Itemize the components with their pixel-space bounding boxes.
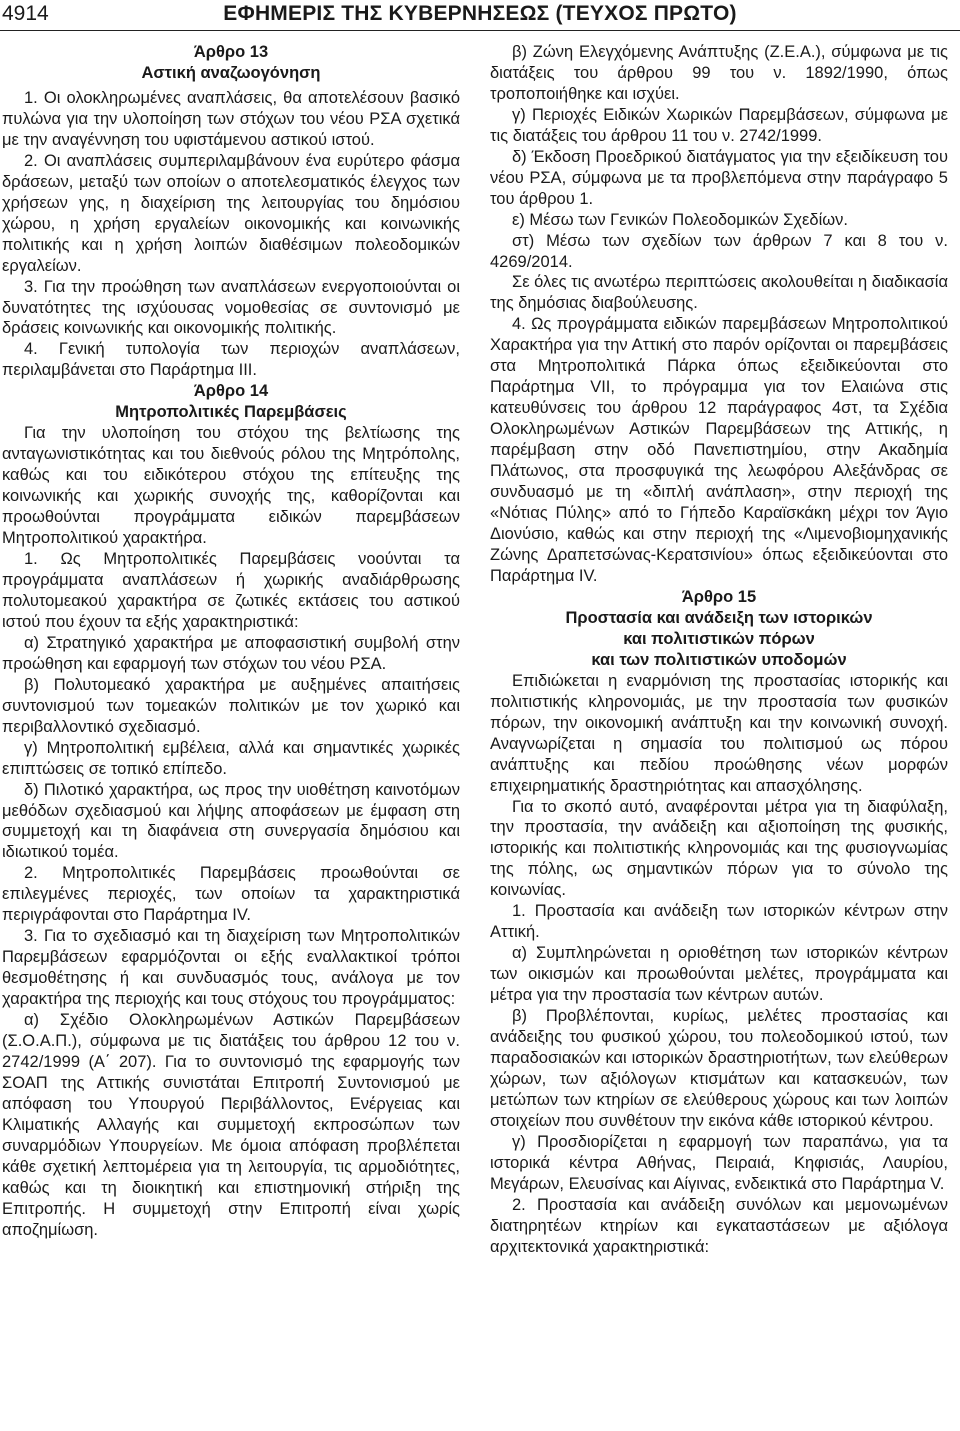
paragraph: Σε όλες τις ανωτέρω περιπτώσεις ακολουθείται η διαδικασία της δημόσιας διαβούλευσης. (490, 273, 949, 313)
paragraph: α) Σχέδιο Ολοκληρωμένων Αστικών Παρεμβάσεων (Σ.Ο.Α.Π.), σύμφωνα με τις διατάξεις του άρθρου 12 του ν. 2742/1999 (Α΄ 207). Για το συντονισμό της εφαρμογής των ΣΟΑΠ της Αττικής συνιστάται Επιτροπή Συντονισμού με απόφαση του Υπουργού Περιβάλλοντος, Ενέργειας και Κλιματικής Αλλαγής και συμμετοχή εκπροσώπων των συναρμόδιων Υπουργείων. Με όμοια απόφαση προβλέπεται κάθε σχετική λεπτομέρεια για τη λειτουργία, τις αρμοδιότητες, καθώς και τη διοικητική και επιστημονική στήριξη της Επιτροπής. Η συμμετοχή στην Επιτροπή είναι χωρίς αποζημίωση. (2, 1011, 460, 1239)
article-15-title-line: και των πολιτιστικών υποδομών (591, 650, 847, 669)
paragraph: 1. Προστασία και ανάδειξη των ιστορικών κέντρων στην Αττική. (490, 902, 948, 942)
paragraph: Για το σκοπό αυτό, αναφέρονται μέτρα για τη διαφύλαξη, την προστασία, την ανάδειξη και αξιοποίηση της φυσικής, ιστορικής και πολιτιστικής κληρονομιάς και της φυσιογνωμίας της πόλης, ως σημαντικών πόρων για το σύνολο της κοινωνίας. (490, 797, 948, 900)
paragraph: 1. Ως Μητροπολιτικές Παρεμβάσεις νοούνται τα προγράμματα αναπλάσεων ή χωρικής αναδιάρθρωσης πολυτομεακού χαρακτήρα σε ζωτικές εκτάσεις του αστικού ιστού που έχουν τα εξής χαρακτηριστικά: (2, 550, 460, 631)
paragraph: γ) Περιοχές Ειδικών Χωρικών Παρεμβάσεων, σύμφωνα με τις διατάξεις του άρθρου 11 του ν. 2742/1999. (490, 105, 948, 145)
paragraph: β) Προβλέπονται, κυρίως, μελέτες προστασίας και ανάδειξης του φυσικού χώρου, του πολεοδομικού ιστού, των παραδοσιακών και ιστορικών δραστηριοτήτων, των ελεύθερων χώρων, των αξιόλογων κτισμάτων και κατασκευών, των μετώπων των κτηρίων σε ελεύθερους χώρους και των λοιπών στοιχείων που συνθέτουν την εικόνα κάθε ιστορικού κέντρου. (490, 1007, 948, 1130)
paragraph: ε) Μέσω των Γενικών Πολεοδομικών Σχεδίων. (512, 210, 848, 229)
paragraph: Για την υλοποίηση του στόχου της βελτίωσης της ανταγωνιστικότητας και του διεθνούς ρόλου της Μητρόπολης, καθώς και του ειδικότερου στόχου της επίτευξης της κοινωνικής και χωρικής συνοχής της, καθορίζονται και προωθούνται προγράμματα ειδικών παρεμβάσεων Μητροπολιτικού χαρακτήρα. (2, 424, 460, 548)
right-column (490, 42, 948, 1257)
paragraph: α) Συμπληρώνεται η οριοθέτηση των ιστορικών κέντρων των οικισμών και προωθούνται μελέτες, προγράμματα και μέτρα για την προστασία των κέντρων αυτών. (490, 944, 948, 1005)
paragraph: 3. Για το σχεδιασμό και τη διαχείριση των Μητροπολιτικών Παρεμβάσεων εφαρμόζονται οι εξής εναλλακτικοί τρόποι θεσμοθέτησης ή και συνδυασμός τους, ανάλογα με τον χαρακτήρα της περιοχής και τους στόχους του προγράμματος: (2, 927, 460, 1009)
paragraph: Επιδιώκεται η εναρμόνιση της προστασίας ιστορικής και πολιτιστικής κληρονομιάς, με την προστασία των φυσικών πόρων, την οικονομική ανάπτυξη και την κοινωνική συνοχή. Αναγνωρίζεται η σημασία του πολιτισμού ως πόρου ανάπτυξης και πεδίου προώθησης νέων μορφών επιχειρηματικής δραστηριότητας και απασχόλησης. (490, 671, 948, 795)
paragraph: 4. Ως προγράμματα ειδικών παρεμβάσεων Μητροπολιτικού Χαρακτήρα για την Αττική στο παρόν ορίζονται οι παρεμβάσεις στα Μητροπολιτικά Πάρκα όπως εξειδικεύονται στο Παράρτημα VII, το πρόγραμμα για τον Ελαιώνα στις κατευθύνσεις του άρθρου 12 παράγραφος 4στ, τα Σχέδια Ολοκληρωμένων Αστικών Παρεμβάσεων της Αττικής, η παρέμβαση στην οδό Πανεπιστημίου, στην Ακαδημία Πλάτωνος, στα προσφυγικά της λεωφόρου Αλεξάνδρας σε συνδυασμό με τη «διπλή ανάπλαση», στην περιοχή της «Νότιας Πύλης» από το Γήπεδο Καραϊσκάκη μέχρι τον Άγιο Διονύσιο, καθώς και στην περιοχή της «Λιμενοβιομηχανικής Ζώνης Δραπετσώνας-Κερατσινίου» όπως εξειδικεύονται στο Παράρτημα IV. (490, 315, 948, 585)
article-15-title-line: και πολιτιστικών πόρων (623, 629, 815, 648)
paragraph: δ) Πιλοτικό χαρακτήρα, ως προς την υιοθέτηση καινοτόμων μεθόδων σχεδιασμού και λήψης αποφάσεων με έμφαση στη συμμετοχή και τη διαφάνεια στη συνεργασία δημόσιου και ιδιωτικού τομέα. (2, 780, 460, 862)
paragraph: 4. Γενική τυπολογία των περιοχών αναπλάσεων, περιλαμβάνεται στο Παράρτημα ΙΙΙ. (2, 340, 460, 380)
paragraph: γ) Μητροπολιτική εμβέλεια, αλλά και σημαντικές χωρικές επιπτώσεις σε τοπικό επίπεδο. (2, 738, 460, 778)
paragraph: β) Πολυτομεακό χαρακτήρα με αυξημένες απαιτήσεις συντονισμού των τομεακών πολιτικών με τον χωρικό και περιβαλλοντικό σχεδιασμό. (2, 675, 460, 736)
paragraph: β) Ζώνη Ελεγχόμενης Ανάπτυξης (Ζ.Ε.Α.), σύμφωνα με τις διατάξεις του άρθρου 99 του ν. 1892/1990, όπως τροποποιήθηκε και ισχύει. (490, 43, 948, 103)
article-14-number: Άρθρο 14 (193, 382, 269, 401)
paragraph: α) Στρατηγικό χαρακτήρα με αποφασιστική συμβολή στην προώθηση και εφαρμογή των στόχων του νέου ΡΣΑ. (2, 633, 460, 673)
paragraph: 2. Οι αναπλάσεις συμπεριλαμβάνουν ένα ευρύτερο φάσμα δράσεων, μεταξύ των οποίων ο αποτελεσματικός έλεγχος των χρήσεων γης, η διαχείριση της λειτουργίας του δημόσιου χώρου, η χρήση εργαλείων οικονομικής και κοινωνικής πολιτικής και η χρήση λοιπών διαθέσιμων πολεοδομικών εργαλείων. (2, 151, 460, 275)
article-13-heading (2, 42, 460, 84)
gazette-title: ΕΦΗΜΕΡΙΣ ΤΗΣ ΚΥΒΕΡΝΗΣΕΩΣ (ΤΕΥΧΟΣ ΠΡΩΤΟ) (223, 2, 737, 25)
article-14-title: Μητροπολιτικές Παρεμβάσεις (115, 403, 347, 422)
left-column (2, 42, 460, 1241)
paragraph: δ) Έκδοση Προεδρικού διατάγματος για την εξειδίκευση του νέου ΡΣΑ, σύμφωνα με τα προβλεπόμενα στην παράγραφο 5 του άρθρου 1. (490, 147, 948, 208)
paragraph: 1. Οι ολοκληρωμένες αναπλάσεις, θα αποτελέσουν βασικό πυλώνα για την υλοποίηση των στόχων του νέου ΡΣΑ σχετικά με την αναγέννηση του υφιστάμενου αστικού ιστού. (2, 89, 460, 149)
paragraph: στ) Μέσω των σχεδίων των άρθρων 7 και 8 του ν. 4269/2014. (490, 231, 948, 271)
page-number: 4914 (2, 2, 49, 25)
article-13-title: Αστική αναζωογόνηση (141, 64, 321, 82)
paragraph: 3. Για την προώθηση των αναπλάσεων ενεργοποιούνται οι δυνατότητες της ισχύουσας νομοθεσίας σε συντονισμό με δράσεις κοινωνικής και οικονομικής πολιτικής. (2, 277, 460, 338)
article-15-title-line: Προστασία και ανάδειξη των ιστορικών (565, 608, 873, 627)
article-13-number: Άρθρο 13 (193, 43, 269, 61)
article-15-heading (490, 587, 948, 671)
article-15-number: Άρθρο 15 (681, 587, 757, 606)
paragraph: 2. Μητροπολιτικές Παρεμβάσεις προωθούνται σε επιλεγμένες περιοχές, των οποίων τα χαρακτηριστικά περιγράφονται στο Παράρτημα IV. (2, 864, 460, 925)
paragraph: 2. Προστασία και ανάδειξη συνόλων και μεμονωμένων διατηρητέων κτηρίων και εγκαταστάσεων με αξιόλογα αρχιτεκτονικά χαρακτηριστικά: (490, 1195, 948, 1256)
paragraph: γ) Προσδιορίζεται η εφαρμογή των παραπάνω, για τα ιστορικά κέντρα Αθήνας, Πειραιά, Κηφισιάς, Λαυρίου, Μεγάρων, Ελευσίνας και Αίγινας, ενδεικτικά στο Παράρτημα V. (490, 1132, 948, 1193)
article-14-heading (2, 381, 460, 423)
page-header (0, 0, 960, 31)
